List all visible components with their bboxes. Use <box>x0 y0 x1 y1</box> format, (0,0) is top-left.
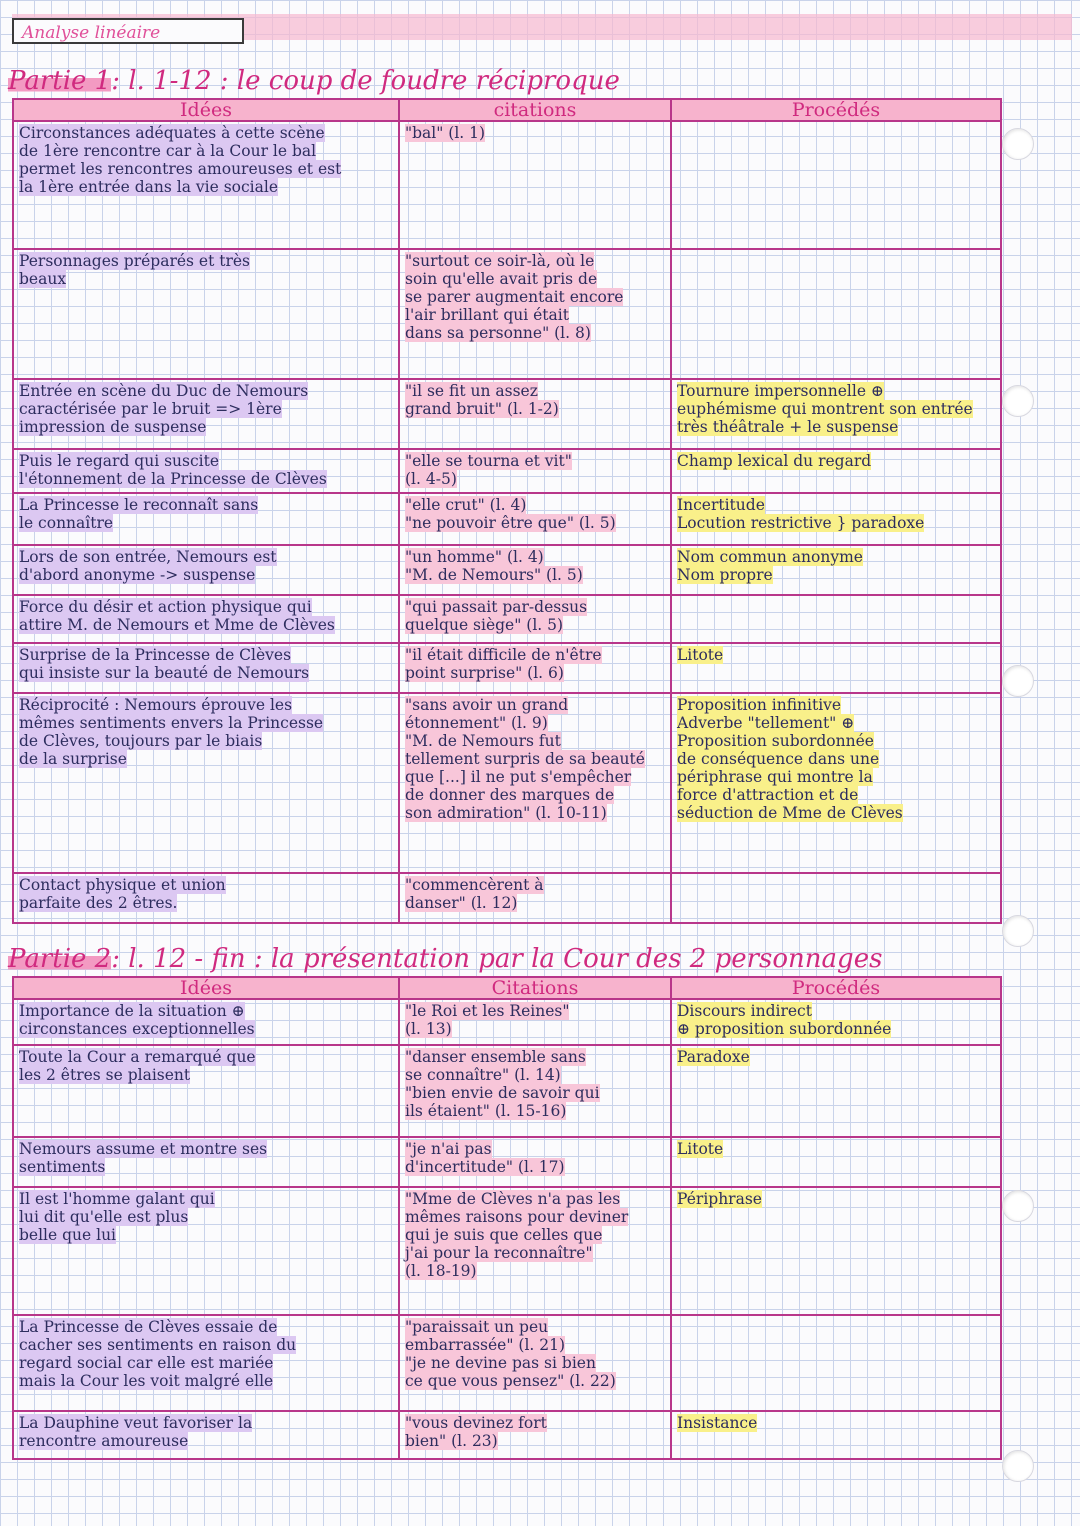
table-row <box>13 1137 1001 1187</box>
table-row <box>13 1411 1001 1459</box>
part1-title <box>8 66 620 96</box>
table-row <box>13 449 1001 493</box>
idee-line: d'abord anonyme -> suspense <box>19 566 256 584</box>
citation-cell <box>399 1045 671 1137</box>
citation-cell <box>399 545 671 595</box>
table-row <box>13 643 1001 693</box>
idee-line: Personnages préparés et très <box>19 252 251 270</box>
citation-cell <box>399 1137 671 1187</box>
column-header-procedes: Procédés <box>671 99 1001 121</box>
idee-cell <box>13 249 399 379</box>
idee-cell <box>13 693 399 873</box>
citation-line: "paraissait un peu <box>405 1318 549 1336</box>
idee-cell <box>13 999 399 1045</box>
citation-cell <box>399 121 671 249</box>
procede-line: Discours indirect <box>677 1002 812 1020</box>
column-header-idees: Idées <box>13 99 399 121</box>
citation-line: j'ai pour la reconnaître" <box>405 1244 593 1262</box>
idee-line: La Dauphine veut favoriser la <box>19 1414 253 1432</box>
table-row <box>13 493 1001 545</box>
citation-cell <box>399 1411 671 1459</box>
citation-line: (l. 18-19) <box>405 1262 477 1280</box>
procede-cell <box>671 873 1001 923</box>
binder-hole <box>1002 128 1034 160</box>
idee-line: mais la Cour les voit malgré elle <box>19 1372 274 1390</box>
procede-line: force d'attraction et de <box>677 786 859 804</box>
idee-line: sentiments <box>19 1158 106 1176</box>
idee-cell <box>13 121 399 249</box>
citation-cell <box>399 449 671 493</box>
table-row <box>13 249 1001 379</box>
table-row <box>13 873 1001 923</box>
citation-line: "bien envie de savoir qui <box>405 1084 600 1102</box>
procede-line: Périphrase <box>677 1190 762 1208</box>
table-row <box>13 1045 1001 1137</box>
idee-line: rencontre amoureuse <box>19 1432 189 1450</box>
idee-line: qui insiste sur la beauté de Nemours <box>19 664 310 682</box>
idee-line: de Clèves, toujours par le biais <box>19 732 263 750</box>
table-row <box>13 1315 1001 1411</box>
citation-line: étonnement" (l. 9) <box>405 714 548 732</box>
procede-line: Litote <box>677 646 724 664</box>
idee-cell <box>13 1315 399 1411</box>
part2-table <box>12 976 1002 1460</box>
idee-line: cacher ses sentiments en raison du <box>19 1336 297 1354</box>
procede-cell <box>671 121 1001 249</box>
idee-line: Il est l'homme galant qui <box>19 1190 215 1208</box>
table-row <box>13 545 1001 595</box>
procede-cell <box>671 1411 1001 1459</box>
procede-line: Proposition infinitive <box>677 696 842 714</box>
idee-cell <box>13 1411 399 1459</box>
citation-line: ce que vous pensez" (l. 22) <box>405 1372 616 1390</box>
procede-line: périphrase qui montre la <box>677 768 873 786</box>
citation-line: "ne pouvoir être que" (l. 5) <box>405 514 616 532</box>
citation-line: "il se fit un assez <box>405 382 538 400</box>
binder-hole <box>1002 385 1034 417</box>
citation-line: (l. 13) <box>405 1020 452 1038</box>
table-row <box>13 1187 1001 1315</box>
citation-line: (l. 4-5) <box>405 470 457 488</box>
procede-cell <box>671 643 1001 693</box>
idee-line: permet les rencontres amoureuses et est <box>19 160 342 178</box>
citation-line: "un homme" (l. 4) <box>405 548 544 566</box>
binder-hole <box>1002 915 1034 947</box>
idee-line: La Princesse le reconnaît sans <box>19 496 259 514</box>
idee-line: Puis le regard qui suscite <box>19 452 220 470</box>
citation-line: tellement surpris de sa beauté <box>405 750 645 768</box>
header-label: Analyse linéaire <box>12 18 244 44</box>
citation-line: "bal" (l. 1) <box>405 124 486 142</box>
part2-title-rest: : l. 12 - fin : la présentation par la Cour des 2 personnages <box>111 944 883 974</box>
citation-cell <box>399 595 671 643</box>
idee-cell <box>13 643 399 693</box>
idee-cell <box>13 493 399 545</box>
idee-line: Surprise de la Princesse de Clèves <box>19 646 292 664</box>
citation-cell <box>399 693 671 873</box>
idee-line: Réciprocité : Nemours éprouve les <box>19 696 293 714</box>
citation-line: se parer augmentait encore <box>405 288 624 306</box>
idee-line: Circonstances adéquates à cette scène <box>19 124 325 142</box>
citation-cell <box>399 873 671 923</box>
idee-line: la 1ère entrée dans la vie sociale <box>19 178 278 196</box>
idee-cell <box>13 595 399 643</box>
citation-line: "M. de Nemours" (l. 5) <box>405 566 583 584</box>
idee-line: belle que lui <box>19 1226 117 1244</box>
idee-line: Lors de son entrée, Nemours est <box>19 548 277 566</box>
table-row <box>13 121 1001 249</box>
idee-cell <box>13 873 399 923</box>
procede-line: euphémisme qui montrent son entrée <box>677 400 973 418</box>
idee-cell <box>13 1137 399 1187</box>
citation-line: "danser ensemble sans <box>405 1048 586 1066</box>
procede-line: Champ lexical du regard <box>677 452 872 470</box>
citation-line: "le Roi et les Reines" <box>405 1002 570 1020</box>
citation-line: "elle crut" (l. 4) <box>405 496 527 514</box>
citation-line: son admiration" (l. 10-11) <box>405 804 607 822</box>
citation-cell <box>399 999 671 1045</box>
idee-line: lui dit qu'elle est plus <box>19 1208 189 1226</box>
idee-line: l'étonnement de la Princesse de Clèves <box>19 470 327 488</box>
citation-line: se connaître" (l. 14) <box>405 1066 561 1084</box>
idee-cell <box>13 545 399 595</box>
column-header-idees: Idées <box>13 977 399 999</box>
idee-line: les 2 êtres se plaisent <box>19 1066 191 1084</box>
citation-line: "qui passait par-dessus <box>405 598 588 616</box>
citation-line: "Mme de Clèves n'a pas les <box>405 1190 621 1208</box>
idee-line: beaux <box>19 270 67 288</box>
idee-line: La Princesse de Clèves essaie de <box>19 1318 278 1336</box>
table-row <box>13 379 1001 449</box>
procede-line: Nom propre <box>677 566 773 584</box>
citation-line: point surprise" (l. 6) <box>405 664 564 682</box>
citation-line: que [...] il ne put s'empêcher <box>405 768 632 786</box>
binder-hole <box>1002 1450 1034 1482</box>
idee-line: attire M. de Nemours et Mme de Clèves <box>19 616 335 634</box>
citation-line: grand bruit" (l. 1-2) <box>405 400 559 418</box>
idee-line: Force du désir et action physique qui <box>19 598 312 616</box>
citation-line: "sans avoir un grand <box>405 696 569 714</box>
citation-line: danser" (l. 12) <box>405 894 518 912</box>
procede-line: Nom commun anonyme <box>677 548 863 566</box>
citation-line: "commencèrent à <box>405 876 544 894</box>
citation-line: "je ne devine pas si bien <box>405 1354 596 1372</box>
citation-cell <box>399 1315 671 1411</box>
procede-line: Incertitude <box>677 496 765 514</box>
procede-cell <box>671 999 1001 1045</box>
table-row <box>13 693 1001 873</box>
procede-line: Locution restrictive } paradoxe <box>677 514 925 532</box>
idee-line: de la surprise <box>19 750 127 768</box>
procede-line: de conséquence dans une <box>677 750 880 768</box>
procede-line: séduction de Mme de Clèves <box>677 804 903 822</box>
idee-line: mêmes sentiments envers la Princesse <box>19 714 324 732</box>
procede-cell <box>671 379 1001 449</box>
procede-cell <box>671 693 1001 873</box>
citation-line: embarrassée" (l. 21) <box>405 1336 566 1354</box>
idee-line: circonstances exceptionnelles <box>19 1020 255 1038</box>
procede-line: Tournure impersonnelle ⊕ <box>677 382 884 400</box>
procede-line: Proposition subordonnée <box>677 732 874 750</box>
idee-line: regard social car elle est mariée <box>19 1354 274 1372</box>
procede-cell <box>671 1315 1001 1411</box>
part2-title-prefix: Partie 2 <box>8 944 112 974</box>
citation-line: ils étaient" (l. 15-16) <box>405 1102 567 1120</box>
procede-cell <box>671 449 1001 493</box>
part1-title-prefix: Partie 1 <box>8 66 112 96</box>
citation-line: qui je suis que celles que <box>405 1226 603 1244</box>
procede-cell <box>671 1137 1001 1187</box>
citation-cell <box>399 643 671 693</box>
column-header-citations: Citations <box>399 977 671 999</box>
idee-cell <box>13 379 399 449</box>
procede-cell <box>671 493 1001 545</box>
procede-cell <box>671 595 1001 643</box>
idee-line: le connaître <box>19 514 114 532</box>
procede-line: Adverbe "tellement" ⊕ <box>677 714 855 732</box>
binder-hole <box>1002 665 1034 697</box>
part1-title-rest: : l. 1-12 : le coup de foudre réciproque <box>111 66 620 96</box>
citation-line: de donner des marques de <box>405 786 615 804</box>
idee-line: caractérisée par le bruit => 1ère <box>19 400 282 418</box>
procede-cell <box>671 1045 1001 1137</box>
procede-line: ⊕ proposition subordonnée <box>677 1020 892 1038</box>
procede-line: Litote <box>677 1140 724 1158</box>
citation-cell <box>399 1187 671 1315</box>
idee-cell <box>13 1187 399 1315</box>
citation-line: bien" (l. 23) <box>405 1432 498 1450</box>
part2-header-row <box>13 977 1001 999</box>
citation-cell <box>399 493 671 545</box>
procede-cell <box>671 1187 1001 1315</box>
citation-line: l'air brillant qui était <box>405 306 569 324</box>
procede-line: Insistance <box>677 1414 758 1432</box>
idee-line: Importance de la situation ⊕ <box>19 1002 245 1020</box>
citation-line: "vous devinez fort <box>405 1414 547 1432</box>
table-row <box>13 999 1001 1045</box>
part1-table <box>12 98 1002 924</box>
idee-line: de 1ère rencontre car à la Cour le bal <box>19 142 317 160</box>
idee-line: Contact physique et union <box>19 876 226 894</box>
column-header-procedes: Procédés <box>671 977 1001 999</box>
idee-line: Toute la Cour a remarqué que <box>19 1048 256 1066</box>
citation-line: "elle se tourna et vit" <box>405 452 572 470</box>
citation-cell <box>399 249 671 379</box>
binder-hole <box>1002 1190 1034 1222</box>
citation-line: "il était difficile de n'être <box>405 646 602 664</box>
column-header-citations: citations <box>399 99 671 121</box>
idee-cell <box>13 449 399 493</box>
idee-line: impression de suspense <box>19 418 207 436</box>
idee-line: Entrée en scène du Duc de Nemours <box>19 382 309 400</box>
procede-cell <box>671 249 1001 379</box>
idee-line: parfaite des 2 êtres. <box>19 894 178 912</box>
part2-title <box>8 944 882 974</box>
part1-header-row <box>13 99 1001 121</box>
citation-line: "je n'ai pas <box>405 1140 492 1158</box>
citation-line: mêmes raisons pour deviner <box>405 1208 629 1226</box>
procede-line: très théâtrale + le suspense <box>677 418 899 436</box>
citation-line: d'incertitude" (l. 17) <box>405 1158 565 1176</box>
citation-line: dans sa personne" (l. 8) <box>405 324 591 342</box>
idee-cell <box>13 1045 399 1137</box>
citation-line: "surtout ce soir-là, où le <box>405 252 595 270</box>
citation-line: "M. de Nemours fut <box>405 732 561 750</box>
citation-cell <box>399 379 671 449</box>
citation-line: quelque siège" (l. 5) <box>405 616 564 634</box>
citation-line: soin qu'elle avait pris de <box>405 270 598 288</box>
table-row <box>13 595 1001 643</box>
procede-line: Paradoxe <box>677 1048 750 1066</box>
idee-line: Nemours assume et montre ses <box>19 1140 268 1158</box>
procede-cell <box>671 545 1001 595</box>
